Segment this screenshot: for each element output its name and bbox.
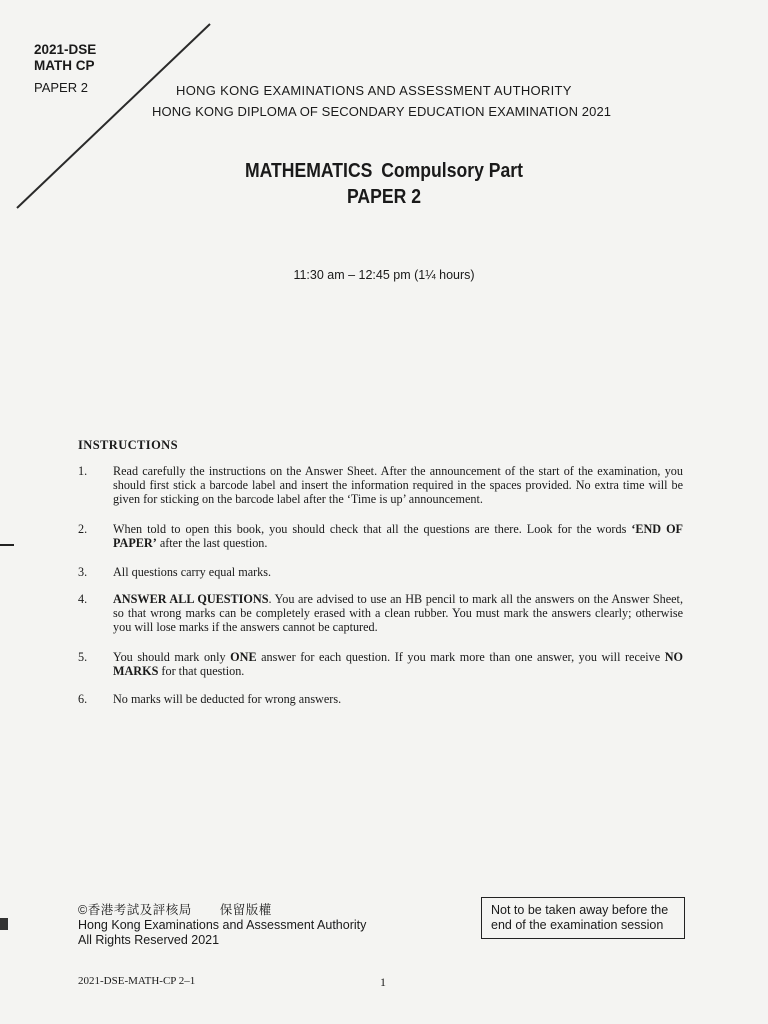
copyright-english-line1: Hong Kong Examinations and Assessment Authority (78, 918, 367, 932)
page-number: 1 (380, 975, 386, 989)
margin-scan-mark (0, 918, 8, 930)
instruction-number: 5. (78, 650, 88, 664)
exam-time: 11:30 am – 12:45 pm (1¼ hours) (293, 268, 475, 282)
instructions-heading: INSTRUCTIONS (78, 438, 178, 452)
paper-code-line1: 2021-DSE (34, 42, 97, 57)
footer-paper-code: 2021-DSE-MATH-CP 2–1 (78, 975, 196, 987)
title-line1 (46, 160, 722, 183)
paper-code-line2: MATH CP (34, 58, 95, 73)
instruction-text: Read carefully the instructions on the Answer Sheet. After the announcement of the start of the examination, you should first stick a barcode label and insert the information required in the spaces provided. No extra time will be given for sticking on the barcode label after the ‘Time is up’ announcement. (113, 464, 683, 506)
instruction-text: You should mark only ONE answer for each question. If you mark more than one answer, you will receive NO MARKS for that question. (113, 650, 683, 678)
margin-tick-mark (0, 544, 14, 546)
instruction-number: 6. (78, 692, 88, 706)
instruction-text: No marks will be deducted for wrong answers. (113, 692, 342, 706)
part-title: Compulsory Part (381, 160, 524, 182)
paper-code (34, 42, 96, 74)
title-block (0, 160, 768, 209)
instruction-text: When told to open this book, you should check that all the questions are there. Look for the words ‘END OF PAPER’ after the last question. (113, 522, 684, 550)
copyright-chinese: ©香港考試及評核局 保留版權 (78, 903, 272, 917)
copyright-english-line2: All Rights Reserved 2021 (78, 933, 220, 947)
subject-title: MATHEMATICS (244, 160, 373, 182)
notice-text: Not to be taken away before the end of the examination session (491, 903, 669, 932)
instruction-text: ANSWER ALL QUESTIONS. You are advised to use an HB pencil to mark all the answers on the Answer Sheet, so that wrong marks can be completely erased with a clean rubber. You must mark the answers clearly; otherwise you will lose marks if the answers cannot be captured. (113, 592, 683, 634)
instruction-number: 3. (78, 565, 88, 579)
paper-title: PAPER 2 (346, 186, 422, 208)
notice-box (481, 897, 685, 939)
instruction-number: 4. (78, 592, 88, 606)
instruction-number: 1. (78, 464, 88, 478)
exam-name: HONG KONG DIPLOMA OF SECONDARY EDUCATION EXAMINATION 2021 (152, 104, 612, 119)
paper-label: PAPER 2 (34, 80, 88, 95)
instruction-text: All questions carry equal marks. (113, 565, 272, 579)
authority-name: HONG KONG EXAMINATIONS AND ASSESSMENT AUTHORITY (176, 83, 572, 98)
instruction-number: 2. (78, 522, 88, 536)
copyright-block (78, 903, 366, 948)
